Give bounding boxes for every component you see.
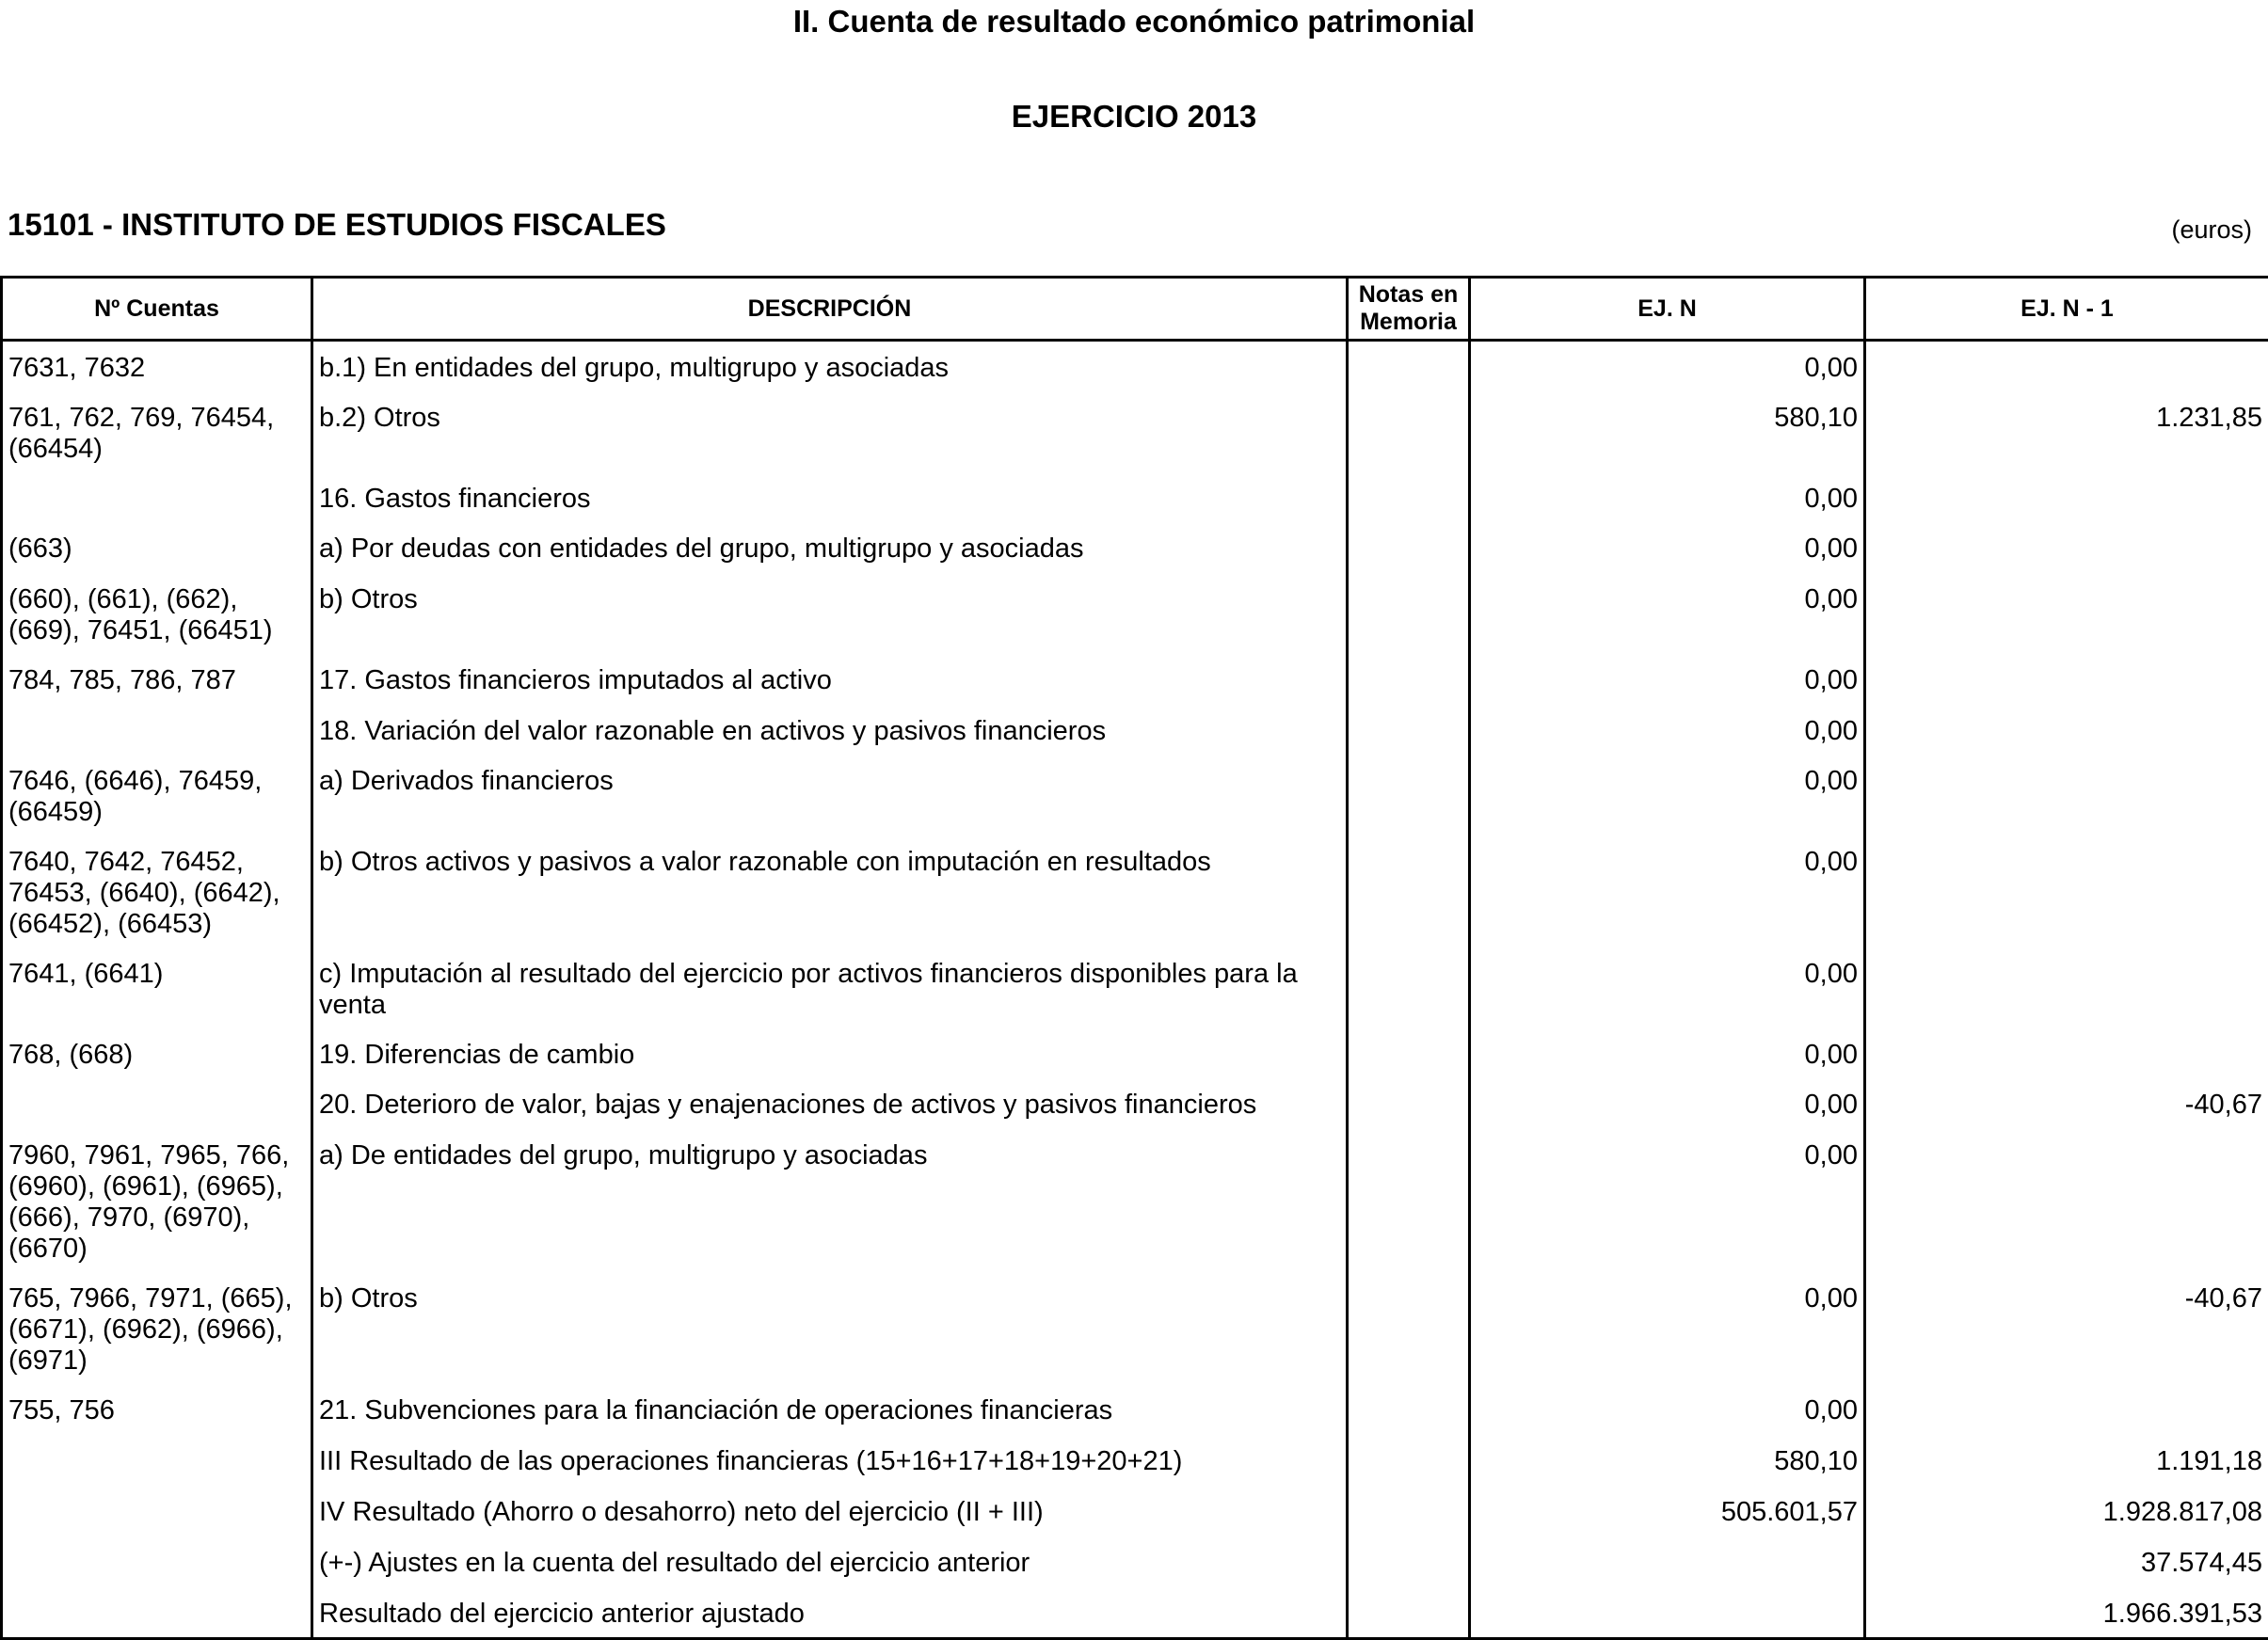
row-notes: [1348, 1537, 1470, 1587]
account-codes: [2, 1537, 312, 1587]
table-row: [2, 1587, 2268, 1639]
table-row: [2, 391, 2268, 472]
value-previous-year: [1865, 947, 2268, 1028]
col-header-previous-year: EJ. N - 1: [1865, 278, 2268, 341]
value-current-year: 0,00: [1470, 1078, 1865, 1129]
table-row: [2, 755, 2268, 836]
account-codes: 768, (668): [2, 1028, 312, 1078]
row-description: b) Otros activos y pasivos a valor razonable con imputación en resultados: [312, 836, 1348, 947]
row-description: 17. Gastos financieros imputados al activo: [312, 654, 1348, 705]
row-notes: [1348, 1028, 1470, 1078]
income-statement-table: [0, 276, 2268, 1640]
account-codes: 784, 785, 786, 787: [2, 654, 312, 705]
value-previous-year: [1865, 573, 2268, 654]
value-previous-year: [1865, 1384, 2268, 1435]
value-current-year: 0,00: [1470, 1384, 1865, 1435]
currency-unit: (euros): [2171, 213, 2252, 247]
row-notes: [1348, 341, 1470, 392]
row-notes: [1348, 573, 1470, 654]
account-codes: 755, 756: [2, 1384, 312, 1435]
table-row: [2, 472, 2268, 522]
value-previous-year: 37.574,45: [1865, 1537, 2268, 1587]
table-row: [2, 341, 2268, 392]
account-codes: 7631, 7632: [2, 341, 312, 392]
row-description: III Resultado de las operaciones financieras (15+16+17+18+19+20+21): [312, 1435, 1348, 1486]
col-header-notes-line2: Memoria: [1360, 309, 1457, 335]
document-title: II. Cuenta de resultado económico patrimonial: [0, 2, 2268, 41]
value-current-year: 0,00: [1470, 705, 1865, 755]
table-row: [2, 1537, 2268, 1587]
value-previous-year: [1865, 755, 2268, 836]
account-codes: 765, 7966, 7971, (665), (6671), (6962), (6966), (6971): [2, 1272, 312, 1384]
table-header-row: [2, 278, 2268, 341]
fiscal-year: EJERCICIO 2013: [0, 97, 2268, 136]
value-previous-year: [1865, 1028, 2268, 1078]
table-row: [2, 1078, 2268, 1129]
account-codes: 7646, (6646), 76459, (66459): [2, 755, 312, 836]
value-current-year: [1470, 1587, 1865, 1639]
account-codes: [2, 1435, 312, 1486]
row-notes: [1348, 522, 1470, 573]
col-header-accounts: Nº Cuentas: [2, 278, 312, 341]
value-previous-year: [1865, 705, 2268, 755]
table-row: [2, 1028, 2268, 1078]
row-notes: [1348, 1486, 1470, 1537]
row-notes: [1348, 1078, 1470, 1129]
row-notes: [1348, 654, 1470, 705]
value-current-year: 0,00: [1470, 522, 1865, 573]
value-previous-year: [1865, 472, 2268, 522]
row-notes: [1348, 1587, 1470, 1639]
table-row: [2, 573, 2268, 654]
value-current-year: 0,00: [1470, 472, 1865, 522]
row-notes: [1348, 947, 1470, 1028]
account-codes: 761, 762, 769, 76454, (66454): [2, 391, 312, 472]
table-row: [2, 1272, 2268, 1384]
account-codes: (660), (661), (662), (669), 76451, (66451): [2, 573, 312, 654]
value-current-year: 0,00: [1470, 1028, 1865, 1078]
row-description: Resultado del ejercicio anterior ajustado: [312, 1587, 1348, 1639]
row-description: b.1) En entidades del grupo, multigrupo y asociadas: [312, 341, 1348, 392]
value-current-year: 0,00: [1470, 573, 1865, 654]
account-codes: 7640, 7642, 76452, 76453, (6640), (6642), (66452), (66453): [2, 836, 312, 947]
row-description: IV Resultado (Ahorro o desahorro) neto del ejercicio (II + III): [312, 1486, 1348, 1537]
account-codes: [2, 472, 312, 522]
row-notes: [1348, 1129, 1470, 1272]
table-row: [2, 522, 2268, 573]
row-notes: [1348, 391, 1470, 472]
row-description: 16. Gastos financieros: [312, 472, 1348, 522]
table-row: [2, 1384, 2268, 1435]
col-header-notes-line1: Notas en: [1359, 281, 1459, 308]
row-notes: [1348, 1435, 1470, 1486]
row-description: b) Otros: [312, 1272, 1348, 1384]
table-row: [2, 1486, 2268, 1537]
account-codes: 7641, (6641): [2, 947, 312, 1028]
row-description: 18. Variación del valor razonable en activos y pasivos financieros: [312, 705, 1348, 755]
row-notes: [1348, 755, 1470, 836]
table-body: [2, 341, 2268, 1639]
value-previous-year: [1865, 654, 2268, 705]
col-header-current-year: EJ. N: [1470, 278, 1865, 341]
account-codes: [2, 1587, 312, 1639]
table-row: [2, 654, 2268, 705]
row-notes: [1348, 472, 1470, 522]
row-description: c) Imputación al resultado del ejercicio por activos financieros disponibles para la venta: [312, 947, 1348, 1028]
row-notes: [1348, 1272, 1470, 1384]
value-previous-year: 1.191,18: [1865, 1435, 2268, 1486]
account-codes: [2, 1486, 312, 1537]
value-previous-year: -40,67: [1865, 1272, 2268, 1384]
row-description: 20. Deterioro de valor, bajas y enajenaciones de activos y pasivos financieros: [312, 1078, 1348, 1129]
row-notes: [1348, 705, 1470, 755]
col-header-description: DESCRIPCIÓN: [312, 278, 1348, 341]
entity-name: 15101 - INSTITUTO DE ESTUDIOS FISCALES: [8, 205, 666, 245]
row-description: (+-) Ajustes en la cuenta del resultado del ejercicio anterior: [312, 1537, 1348, 1587]
account-codes: 7960, 7961, 7965, 766, (6960), (6961), (6965), (666), 7970, (6970), (6670): [2, 1129, 312, 1272]
row-description: b) Otros: [312, 573, 1348, 654]
value-current-year: 0,00: [1470, 1129, 1865, 1272]
row-description: 21. Subvenciones para la financiación de operaciones financieras: [312, 1384, 1348, 1435]
value-current-year: 0,00: [1470, 755, 1865, 836]
value-current-year: 580,10: [1470, 391, 1865, 472]
table-row: [2, 1435, 2268, 1486]
account-codes: [2, 1078, 312, 1129]
value-current-year: [1470, 1537, 1865, 1587]
row-description: b.2) Otros: [312, 391, 1348, 472]
table-row: [2, 1129, 2268, 1272]
table-row: [2, 836, 2268, 947]
value-current-year: 0,00: [1470, 836, 1865, 947]
col-header-notes: [1348, 278, 1470, 341]
value-previous-year: [1865, 836, 2268, 947]
row-description: 19. Diferencias de cambio: [312, 1028, 1348, 1078]
value-current-year: 0,00: [1470, 341, 1865, 392]
value-previous-year: 1.928.817,08: [1865, 1486, 2268, 1537]
value-previous-year: [1865, 341, 2268, 392]
table-row: [2, 705, 2268, 755]
row-notes: [1348, 836, 1470, 947]
value-previous-year: 1.966.391,53: [1865, 1587, 2268, 1639]
value-current-year: 0,00: [1470, 1272, 1865, 1384]
value-previous-year: -40,67: [1865, 1078, 2268, 1129]
account-codes: (663): [2, 522, 312, 573]
account-codes: [2, 705, 312, 755]
row-notes: [1348, 1384, 1470, 1435]
table-row: [2, 947, 2268, 1028]
value-current-year: 580,10: [1470, 1435, 1865, 1486]
value-current-year: 505.601,57: [1470, 1486, 1865, 1537]
row-description: a) De entidades del grupo, multigrupo y asociadas: [312, 1129, 1348, 1272]
value-current-year: 0,00: [1470, 947, 1865, 1028]
value-previous-year: [1865, 522, 2268, 573]
value-current-year: 0,00: [1470, 654, 1865, 705]
row-description: a) Derivados financieros: [312, 755, 1348, 836]
row-description: a) Por deudas con entidades del grupo, multigrupo y asociadas: [312, 522, 1348, 573]
value-previous-year: [1865, 1129, 2268, 1272]
value-previous-year: 1.231,85: [1865, 391, 2268, 472]
